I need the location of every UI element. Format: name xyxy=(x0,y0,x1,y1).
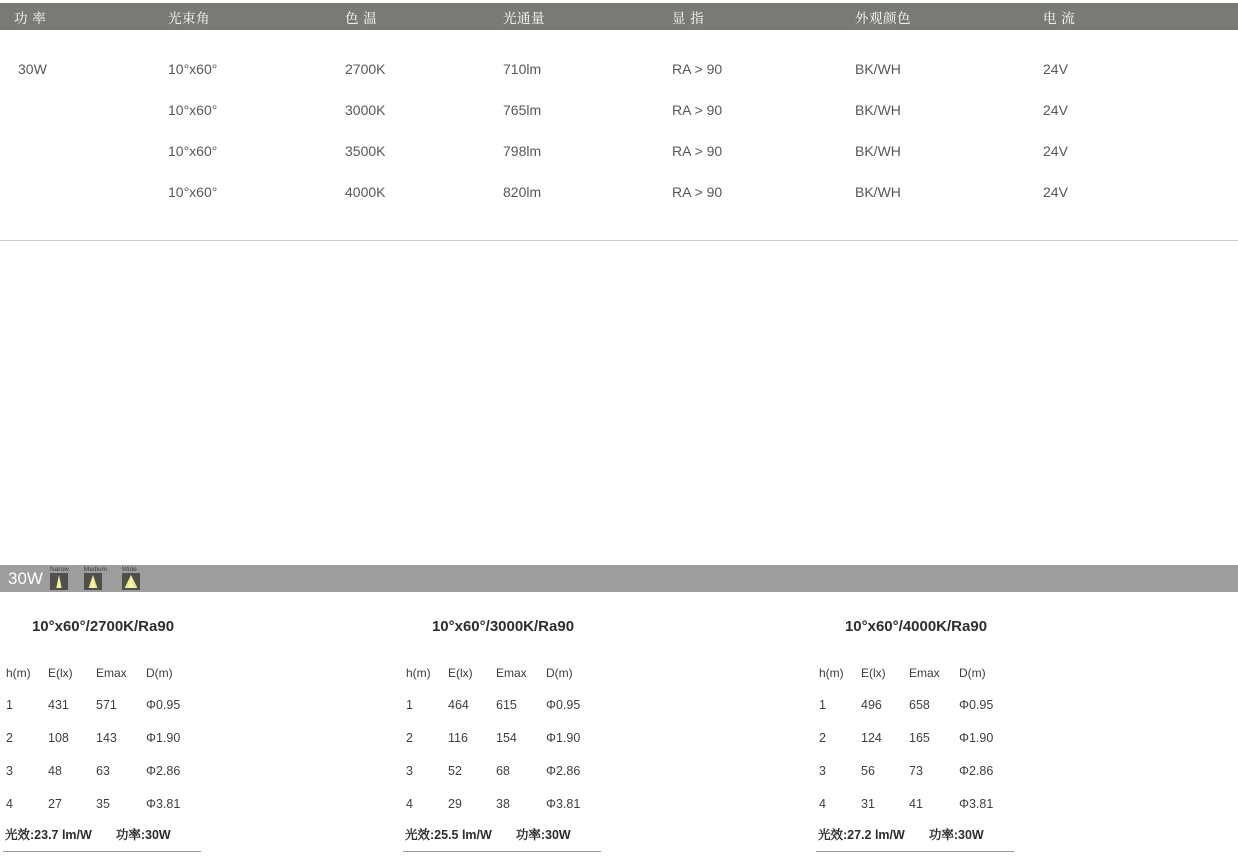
finish-value: BK/WH xyxy=(855,101,901,118)
photometric-table-title: 10°x60°/3000K/Ra90 xyxy=(431,618,575,635)
narrow-beam-icon xyxy=(50,566,69,592)
elx-value: 124 xyxy=(861,731,882,745)
elx-value: 56 xyxy=(861,764,875,778)
h-value: 2 xyxy=(406,731,413,745)
beam-angle-value: 10°x60° xyxy=(168,101,218,118)
table-row xyxy=(0,89,1238,130)
col-height: h(m) xyxy=(819,666,844,680)
elx-value: 464 xyxy=(448,698,469,712)
h-value: 4 xyxy=(819,797,826,811)
diameter-value: Φ2.86 xyxy=(959,764,994,778)
current-value: 24V xyxy=(1043,183,1068,200)
table-row xyxy=(3,698,203,712)
lumen-value: 798lm xyxy=(503,142,542,159)
h-value: 1 xyxy=(6,698,13,712)
elx-value: 31 xyxy=(861,797,875,811)
efficacy-value: 光效:27.2 lm/W xyxy=(818,828,905,842)
emax-value: 63 xyxy=(96,764,110,778)
h-value: 4 xyxy=(406,797,413,811)
col-emax: Emax xyxy=(96,666,127,680)
photometric-footer xyxy=(403,825,601,852)
emax-value: 165 xyxy=(909,731,930,745)
spec-header-power: 功 率 xyxy=(14,10,47,26)
beam-angle-value: 10°x60° xyxy=(168,142,218,159)
power-section-label: 30W xyxy=(8,568,43,588)
diameter-value: Φ3.81 xyxy=(546,797,581,811)
h-value: 4 xyxy=(6,797,13,811)
diameter-value: Φ1.90 xyxy=(546,731,581,745)
table-row xyxy=(0,48,1238,89)
table-row xyxy=(0,171,1238,212)
efficacy-value: 光效:25.5 lm/W xyxy=(405,828,492,842)
current-value: 24V xyxy=(1043,60,1068,77)
col-diameter: D(m) xyxy=(146,666,173,680)
emax-value: 68 xyxy=(496,764,510,778)
finish-value: BK/WH xyxy=(855,183,901,200)
spec-header-cri: 显 指 xyxy=(672,10,705,26)
spec-header-current: 电 流 xyxy=(1043,10,1076,26)
power-value: 功率:30W xyxy=(928,828,984,842)
col-height: h(m) xyxy=(406,666,431,680)
photometric-header-row xyxy=(816,666,1016,680)
col-emax: Emax xyxy=(909,666,940,680)
table-row xyxy=(816,698,1016,712)
col-emax: Emax xyxy=(496,666,527,680)
diameter-value: Φ0.95 xyxy=(546,698,581,712)
diameter-value: Φ1.90 xyxy=(146,731,181,745)
medium-beam-label: Medium xyxy=(83,566,107,573)
spec-table-body xyxy=(0,48,1238,212)
wide-beam-label: Wide xyxy=(121,566,137,573)
table-row xyxy=(0,130,1238,171)
elx-value: 116 xyxy=(448,731,468,745)
photometric-table-4000k xyxy=(816,592,1016,861)
emax-value: 615 xyxy=(496,698,517,712)
finish-value: BK/WH xyxy=(855,142,901,159)
emax-value: 73 xyxy=(909,764,923,778)
current-value: 24V xyxy=(1043,142,1068,159)
elx-value: 27 xyxy=(48,797,62,811)
photometric-tables xyxy=(0,592,1238,861)
table-row xyxy=(403,764,603,778)
elx-value: 431 xyxy=(48,698,69,712)
emax-value: 41 xyxy=(909,797,923,811)
photometric-table-title: 10°x60°/2700K/Ra90 xyxy=(31,618,175,635)
beam-angle-value: 10°x60° xyxy=(168,60,218,77)
emax-value: 571 xyxy=(96,698,117,712)
table-row xyxy=(403,698,603,712)
cri-value: RA > 90 xyxy=(672,183,723,200)
spec-header-cct: 色 温 xyxy=(345,10,378,26)
table-row xyxy=(816,764,1016,778)
table-row xyxy=(3,764,203,778)
elx-value: 496 xyxy=(861,698,882,712)
table-row xyxy=(403,797,603,811)
table-row xyxy=(816,731,1016,745)
elx-value: 48 xyxy=(48,764,62,778)
table-row xyxy=(3,731,203,745)
table-row xyxy=(816,797,1016,811)
narrow-beam-label: Narow xyxy=(50,566,69,573)
diameter-value: Φ3.81 xyxy=(146,797,181,811)
emax-value: 38 xyxy=(496,797,510,811)
finish-value: BK/WH xyxy=(855,60,901,77)
cct-value: 3500K xyxy=(345,142,386,159)
elx-value: 108 xyxy=(48,731,69,745)
diameter-value: Φ0.95 xyxy=(959,698,994,712)
cct-value: 2700K xyxy=(345,60,386,77)
diameter-value: Φ3.81 xyxy=(959,797,994,811)
photometric-table-2700k xyxy=(3,592,203,861)
h-value: 1 xyxy=(406,698,413,712)
lumen-value: 765lm xyxy=(503,101,542,118)
beam-icons xyxy=(50,565,140,592)
col-height: h(m) xyxy=(6,666,31,680)
section-divider xyxy=(0,240,1238,241)
diameter-value: Φ2.86 xyxy=(546,764,581,778)
wide-beam-icon xyxy=(122,566,140,592)
table-row xyxy=(403,731,603,745)
col-elx: E(lx) xyxy=(48,666,73,680)
photometric-table-3000k xyxy=(403,592,603,861)
diameter-value: Φ2.86 xyxy=(146,764,181,778)
lumen-value: 820lm xyxy=(503,183,542,200)
power-value: 30W xyxy=(18,60,47,77)
h-value: 1 xyxy=(819,698,826,712)
photometric-header-row xyxy=(403,666,603,680)
h-value: 2 xyxy=(6,731,13,745)
photometric-footer xyxy=(3,825,201,852)
emax-value: 658 xyxy=(909,698,930,712)
spec-table-header-row xyxy=(0,3,1238,30)
photometric-table-title: 10°x60°/4000K/Ra90 xyxy=(844,618,988,635)
h-value: 3 xyxy=(406,764,413,778)
lumen-value: 710lm xyxy=(503,60,542,77)
cri-value: RA > 90 xyxy=(672,60,723,77)
diameter-value: Φ1.90 xyxy=(959,731,994,745)
efficacy-value: 光效:23.7 lm/W xyxy=(5,828,92,842)
power-value: 功率:30W xyxy=(115,828,171,842)
wide-beam-glyph xyxy=(122,573,140,590)
spec-header-finish: 外观颜色 xyxy=(855,10,911,26)
h-value: 3 xyxy=(819,764,826,778)
h-value: 3 xyxy=(6,764,13,778)
emax-value: 35 xyxy=(96,797,110,811)
emax-value: 154 xyxy=(496,731,517,745)
beam-angle-value: 10°x60° xyxy=(168,183,218,200)
current-value: 24V xyxy=(1043,101,1068,118)
diameter-value: Φ0.95 xyxy=(146,698,181,712)
col-diameter: D(m) xyxy=(959,666,986,680)
elx-value: 52 xyxy=(448,764,462,778)
cri-value: RA > 90 xyxy=(672,142,723,159)
power-value: 功率:30W xyxy=(515,828,571,842)
elx-value: 29 xyxy=(448,797,462,811)
col-elx: E(lx) xyxy=(448,666,473,680)
cct-value: 3000K xyxy=(345,101,386,118)
h-value: 2 xyxy=(819,731,826,745)
col-diameter: D(m) xyxy=(546,666,573,680)
medium-beam-icon xyxy=(84,566,107,592)
cri-value: RA > 90 xyxy=(672,101,723,118)
emax-value: 143 xyxy=(96,731,117,745)
photometric-footer xyxy=(816,825,1014,852)
spec-header-beam-angle: 光束角 xyxy=(168,10,210,26)
power-section-bar xyxy=(0,565,1238,592)
photometric-header-row xyxy=(3,666,203,680)
spec-header-lumen: 光通量 xyxy=(503,10,545,26)
cct-value: 4000K xyxy=(345,183,386,200)
medium-beam-glyph xyxy=(84,573,102,590)
col-elx: E(lx) xyxy=(861,666,886,680)
table-row xyxy=(3,797,203,811)
narrow-beam-glyph xyxy=(50,573,68,590)
